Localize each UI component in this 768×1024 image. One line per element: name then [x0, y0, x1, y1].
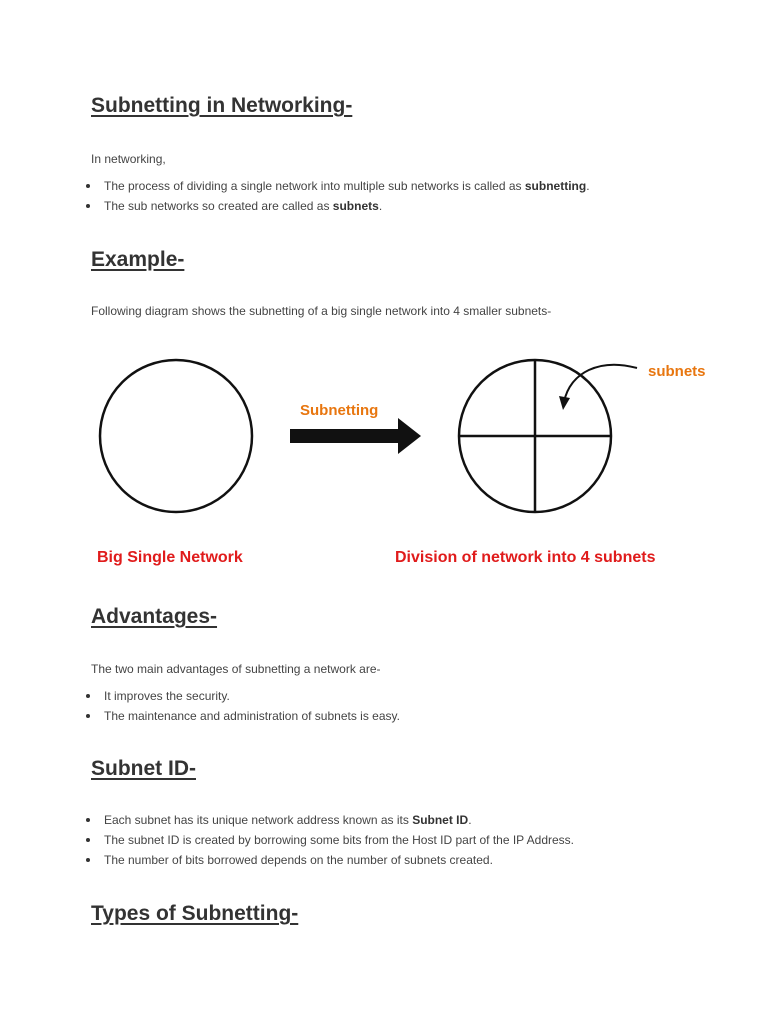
bullet-icon	[86, 858, 90, 862]
example-intro-text: Following diagram shows the subnetting of a big single network into 4 smaller subnets-	[91, 304, 552, 318]
diagram-svg	[80, 340, 740, 590]
subnet-id-list	[86, 810, 574, 870]
intro-text: In networking,	[91, 152, 166, 166]
list-item	[86, 196, 590, 216]
advantages-intro-text: The two main advantages of subnetting a network are-	[91, 662, 381, 676]
subnetting-definition-list	[86, 176, 590, 216]
subnets-pointer-arrowhead	[559, 396, 570, 410]
list-item-bold: subnets	[332, 199, 379, 213]
list-item	[86, 176, 590, 196]
heading-example: Example-	[91, 248, 185, 271]
heading-subnet-id: Subnet ID-	[91, 757, 196, 780]
list-item	[86, 686, 400, 706]
list-item-text: Each subnet has its unique network address known as its	[104, 813, 413, 827]
list-item-bold: Subnet ID	[412, 813, 469, 827]
bullet-icon	[86, 204, 90, 208]
list-item-punct: .	[468, 813, 472, 827]
heading-subnetting-in-networking: Subnetting in Networking-	[91, 94, 353, 117]
list-item-text: The sub networks so created are called as	[104, 199, 333, 213]
list-item	[86, 850, 574, 870]
list-item-text: The maintenance and administration of subnets is easy.	[104, 709, 400, 723]
subnetting-arrow-label: Subnetting	[300, 402, 379, 419]
list-item-text: The number of bits borrowed depends on the number of subnets created.	[104, 853, 493, 867]
big-network-caption: Big Single Network	[97, 549, 243, 566]
bullet-icon	[86, 714, 90, 718]
list-item-bold: subnetting	[524, 179, 587, 193]
list-item	[86, 810, 574, 830]
heading-types-of-subnetting: Types of Subnetting-	[91, 902, 299, 925]
list-item	[86, 706, 400, 726]
subnetting-arrow-head	[398, 418, 421, 454]
list-item	[86, 830, 574, 850]
subnets-label: subnets	[648, 363, 706, 380]
bullet-icon	[86, 838, 90, 842]
advantages-list	[86, 686, 400, 726]
list-item-text: The process of dividing a single network into multiple sub networks is called as	[104, 179, 525, 193]
heading-advantages: Advantages-	[91, 605, 218, 628]
list-item-punct: .	[378, 199, 383, 213]
subnetting-arrow-shaft	[290, 429, 402, 443]
big-network-circle	[100, 360, 252, 512]
list-item-text: It improves the security.	[104, 689, 230, 703]
division-caption: Division of network into 4 subnets	[395, 549, 656, 566]
bullet-icon	[86, 184, 90, 188]
bullet-icon	[86, 694, 90, 698]
list-item-text: The subnet ID is created by borrowing some bits from the Host ID part of the IP Address.	[104, 833, 574, 847]
subnetting-diagram	[80, 340, 740, 590]
bullet-icon	[86, 818, 90, 822]
list-item-punct: .	[586, 179, 590, 193]
